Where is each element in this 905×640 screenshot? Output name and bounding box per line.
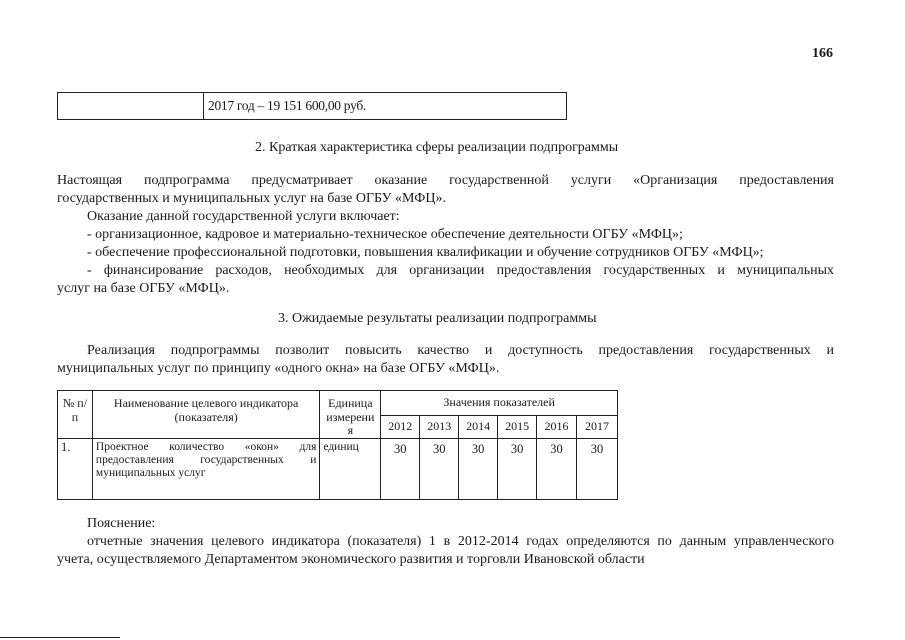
header-unit-line-3: я [347,423,354,437]
header-year: 2017 [577,416,618,439]
page-number: 166 [812,46,833,61]
section-2-list-item-2: - обеспечение профессиональной подготовки, повышения квалификации и обучение сотрудников ОГБУ «МФЦ»; [87,245,764,260]
header-indicator-name: Наименование целевого индикатора (показателя) [92,391,319,439]
row-indicator-name-line-1: Проектное количество «окон» для [95,441,317,453]
section-2-list-item-1: - организационное, кадровое и материально-техническое обеспечение деятельности ОГБУ «МФЦ»; [87,227,683,242]
header-year: 2015 [498,416,537,439]
table-cell-divider [203,93,204,119]
section-2-paragraph-1-line-1: Настоящая подпрограмма предусматривает оказание государственной услуги «Организация предоставления [57,173,834,188]
section-2-paragraph-2: Оказание данной государственной услуги включает: [87,209,400,224]
header-unit [320,391,381,439]
budget-table-row [57,92,567,120]
indicator-table [57,390,618,500]
row-value: 30 [498,439,537,500]
row-value: 30 [420,439,459,500]
row-num: 1. [58,439,93,500]
header-year: 2016 [537,416,577,439]
header-unit-line-2: измерени [326,409,375,424]
row-value: 30 [577,439,618,500]
header-year: 2013 [420,416,459,439]
header-year: 2012 [381,416,420,439]
row-indicator-name-line-3: муниципальных услуг [95,467,206,479]
row-value: 30 [381,439,420,500]
explanation-label: Пояснение: [87,516,156,531]
section-2-list-item-3-line-2: услуг на базе ОГБУ «МФЦ». [57,281,230,296]
section-2-heading: 2. Краткая характеристика сферы реализации подпрограммы [255,140,619,155]
section-2-list-item-3-line-1: - финансирование расходов, необходимых для организации предоставления государственных и муниципальных [87,263,834,278]
budget-2017-text: 2017 год – 19 151 600,00 руб. [208,98,366,113]
row-value: 30 [459,439,498,500]
table-row [58,439,618,500]
explanation-line-2: учета, осуществляемого Департаментом экономического развития и торговли Ивановской области [57,552,645,567]
row-indicator-name-line-2: предоставления государственных и [95,454,317,466]
section-3-paragraph-line-2: муниципальных услуг по принципу «одного окна» на базе ОГБУ «МФЦ». [57,361,500,376]
header-unit-line-1: Единица [328,396,373,410]
section-2-paragraph-1-line-2: государственных и муниципальных услуг на базе ОГБУ «МФЦ». [57,191,446,206]
explanation-line-1: отчетные значения целевого индикатора (показателя) 1 в 2012-2014 годах определяются по данным управленческого [87,534,834,549]
row-unit: единиц [320,439,381,500]
row-indicator-name [92,439,319,500]
footer-rule [0,637,120,638]
header-year: 2014 [459,416,498,439]
section-3-heading: 3. Ожидаемые результаты реализации подпрограммы [278,311,597,326]
header-values: Значения показателей [381,391,618,416]
row-value: 30 [537,439,577,500]
header-num: № п/п [58,391,93,439]
section-3-paragraph-line-1: Реализация подпрограммы позволит повысить качество и доступность предоставления государственных и [87,343,834,358]
